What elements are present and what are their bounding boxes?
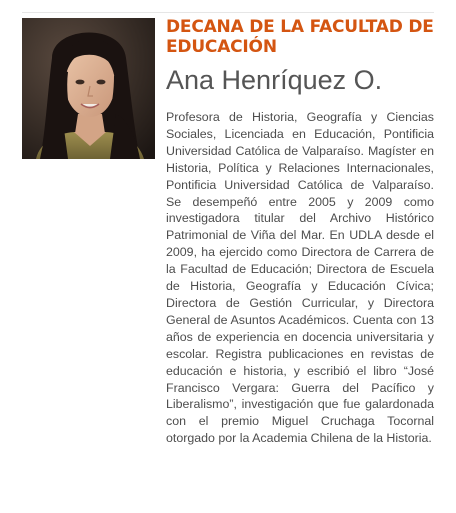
profile-photo [22,18,155,159]
person-name: Ana Henríquez O. [166,65,383,95]
biography-text: Profesora de Historia, Geografía y Ciencias Sociales, Licenciada en Educación, Pontificia Universidad Católica de Valparaíso. Magíster en Historia, Política y Relaciones Internacionales, Pontificia Universidad Católica de Valparaíso. Se desempeñó entre 2005 y 2009 como investigadora titular del Archivo Histórico Patrimonial de Viña del Mar. En UDLA desde el 2009, ha ejercido como Directora de Carrera de la Facultad de Educación; Directora de Escuela de Historia, Geografía y Educación Cívica; Directora de Gestión Curricular, y Directora General de Asuntos Académicos. Cuenta con 13 años de experiencia en docencia universitaria y escolar. Registra publicaciones en revistas de educación e historia, y escribió el libro “José Francisco Vergara: Guerra del Pacífico y Liberalismo”, investigación que fue galardonada con el premio Miguel Cruchaga Tocornal otorgado por la Academia Chilena de la Historia. [166,110,434,446]
role-title: DECANA DE LA FACULTAD DE EDUCACIÓN [166,17,434,57]
top-divider [22,12,434,13]
profile-content [166,17,434,447]
